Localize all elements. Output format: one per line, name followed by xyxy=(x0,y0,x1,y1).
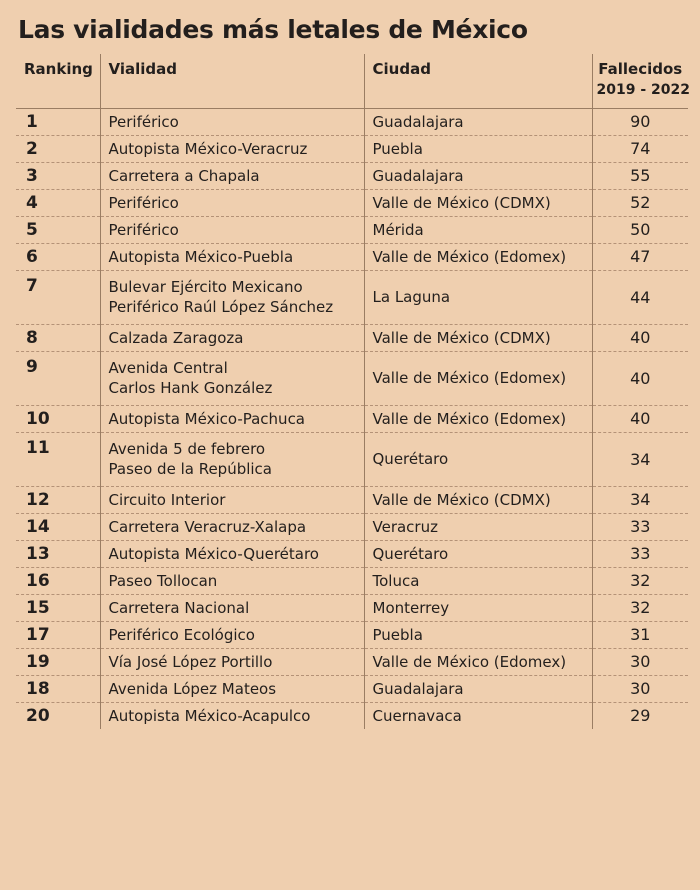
column-header-fallecidos xyxy=(592,54,688,109)
cell-fallecidos: 32 xyxy=(592,567,688,594)
cell-vialidad-line1: Avenida 5 de febrero xyxy=(108,439,266,458)
cell-vialidad: Carretera Nacional xyxy=(100,594,364,621)
cell-vialidad: Autopista México-Querétaro xyxy=(100,540,364,567)
cell-rank: 10 xyxy=(16,405,100,432)
table-row xyxy=(16,135,688,162)
table-row xyxy=(16,621,688,648)
cell-vialidad xyxy=(100,432,364,486)
cell-rank: 2 xyxy=(16,135,100,162)
cell-fallecidos: 40 xyxy=(592,351,688,405)
cell-vialidad: Carretera Veracruz-Xalapa xyxy=(100,513,364,540)
cell-rank: 3 xyxy=(16,162,100,189)
cell-rank: 14 xyxy=(16,513,100,540)
cell-fallecidos: 40 xyxy=(592,405,688,432)
cell-vialidad: Circuito Interior xyxy=(100,486,364,513)
column-header-ranking: Ranking xyxy=(16,54,100,109)
table-row xyxy=(16,108,688,135)
table-row xyxy=(16,405,688,432)
cell-fallecidos: 32 xyxy=(592,594,688,621)
table-row xyxy=(16,189,688,216)
cell-fallecidos: 40 xyxy=(592,324,688,351)
cell-fallecidos: 50 xyxy=(592,216,688,243)
cell-vialidad: Periférico Ecológico xyxy=(100,621,364,648)
cell-rank: 20 xyxy=(26,705,50,726)
cell-ciudad: Valle de México (Edomex) xyxy=(364,405,592,432)
cell-ciudad: Monterrey xyxy=(364,594,592,621)
column-header-fallecidos-label: Fallecidos xyxy=(598,59,683,78)
cell-fallecidos: 74 xyxy=(592,135,688,162)
cell-ciudad: La Laguna xyxy=(364,270,592,324)
cell-ciudad: Querétaro xyxy=(364,540,592,567)
table-row xyxy=(16,648,688,675)
cell-rank: 19 xyxy=(16,648,100,675)
table-row xyxy=(16,324,688,351)
table-row xyxy=(16,675,688,702)
fatalities-table xyxy=(16,54,688,730)
cell-vialidad: Calzada Zaragoza xyxy=(100,324,364,351)
table-row xyxy=(16,162,688,189)
cell-ciudad: Toluca xyxy=(364,567,592,594)
cell-vialidad-line2: Carlos Hank González xyxy=(108,379,273,397)
cell-ciudad: Cuernavaca xyxy=(364,702,592,729)
cell-ciudad: Valle de México (Edomex) xyxy=(364,351,592,405)
cell-fallecidos: 30 xyxy=(592,675,688,702)
cell-vialidad: Autopista México-Puebla xyxy=(100,243,364,270)
cell-vialidad: Periférico xyxy=(100,216,364,243)
cell-ciudad: Querétaro xyxy=(364,432,592,486)
cell-rank: 1 xyxy=(16,108,100,135)
table-header-row xyxy=(16,54,688,109)
table-row xyxy=(16,540,688,567)
cell-rank: 5 xyxy=(16,216,100,243)
cell-rank: 4 xyxy=(16,189,100,216)
cell-ciudad: Puebla xyxy=(364,621,592,648)
table-row xyxy=(16,702,688,729)
cell-vialidad xyxy=(100,270,364,324)
cell-fallecidos: 29 xyxy=(592,702,688,729)
table-body xyxy=(16,108,688,729)
cell-rank: 15 xyxy=(16,594,100,621)
cell-vialidad: Periférico xyxy=(100,189,364,216)
cell-rank: 7 xyxy=(16,270,100,324)
cell-fallecidos: 34 xyxy=(592,486,688,513)
cell-ciudad: Valle de México (Edomex) xyxy=(364,243,592,270)
cell-vialidad: Avenida López Mateos xyxy=(100,675,364,702)
cell-vialidad-line1: Bulevar Ejército Mexicano xyxy=(108,277,303,296)
table-row xyxy=(16,432,688,486)
cell-vialidad-line2: Periférico Raúl López Sánchez xyxy=(108,298,334,316)
cell-rank: 9 xyxy=(16,351,100,405)
cell-rank: 18 xyxy=(16,675,100,702)
table-row xyxy=(16,243,688,270)
cell-fallecidos: 44 xyxy=(592,270,688,324)
table-row xyxy=(16,594,688,621)
cell-vialidad xyxy=(100,351,364,405)
table-row xyxy=(16,567,688,594)
cell-rank: 17 xyxy=(16,621,100,648)
cell-vialidad: Autopista México-Pachuca xyxy=(100,405,364,432)
cell-fallecidos: 31 xyxy=(592,621,688,648)
cell-fallecidos: 52 xyxy=(592,189,688,216)
cell-vialidad: Autopista México-Veracruz xyxy=(100,135,364,162)
cell-rank: 12 xyxy=(16,486,100,513)
page-title: Las vialidades más letales de México xyxy=(18,15,528,44)
cell-vialidad: Vía José López Portillo xyxy=(100,648,364,675)
cell-rank: 16 xyxy=(16,567,100,594)
cell-vialidad: Periférico xyxy=(100,108,364,135)
cell-rank: 8 xyxy=(16,324,100,351)
cell-fallecidos: 30 xyxy=(592,648,688,675)
table-row xyxy=(16,216,688,243)
cell-ciudad: Mérida xyxy=(364,216,592,243)
cell-rank: 11 xyxy=(16,432,100,486)
cell-ciudad: Guadalajara xyxy=(364,108,592,135)
cell-ciudad: Valle de México (CDMX) xyxy=(364,189,592,216)
cell-fallecidos: 55 xyxy=(592,162,688,189)
table-row xyxy=(16,513,688,540)
cell-ciudad: Puebla xyxy=(364,135,592,162)
cell-ciudad: Valle de México (Edomex) xyxy=(364,648,592,675)
table-row xyxy=(16,486,688,513)
cell-fallecidos: 34 xyxy=(592,432,688,486)
cell-fallecidos: 33 xyxy=(592,513,688,540)
table-row xyxy=(16,351,688,405)
cell-vialidad: Paseo Tollocan xyxy=(100,567,364,594)
cell-vialidad-line2: Paseo de la República xyxy=(108,460,272,478)
column-header-ciudad: Ciudad xyxy=(364,54,592,109)
cell-ciudad: Guadalajara xyxy=(364,675,592,702)
cell-fallecidos: 90 xyxy=(592,108,688,135)
cell-rank: 6 xyxy=(16,243,100,270)
cell-ciudad: Valle de México (CDMX) xyxy=(364,486,592,513)
column-header-fallecidos-period: 2019 - 2022 xyxy=(596,81,690,98)
cell-vialidad: Carretera a Chapala xyxy=(100,162,364,189)
cell-vialidad: Autopista México-Acapulco xyxy=(100,702,364,729)
cell-fallecidos: 33 xyxy=(592,540,688,567)
cell-vialidad-line1: Avenida Central xyxy=(108,358,228,377)
cell-ciudad: Veracruz xyxy=(364,513,592,540)
column-header-vialidad: Vialidad xyxy=(100,54,364,109)
cell-rank: 13 xyxy=(16,540,100,567)
table-header xyxy=(16,54,688,109)
cell-ciudad: Guadalajara xyxy=(364,162,592,189)
cell-fallecidos: 47 xyxy=(592,243,688,270)
cell-ciudad: Valle de México (CDMX) xyxy=(364,324,592,351)
table-row xyxy=(16,270,688,324)
